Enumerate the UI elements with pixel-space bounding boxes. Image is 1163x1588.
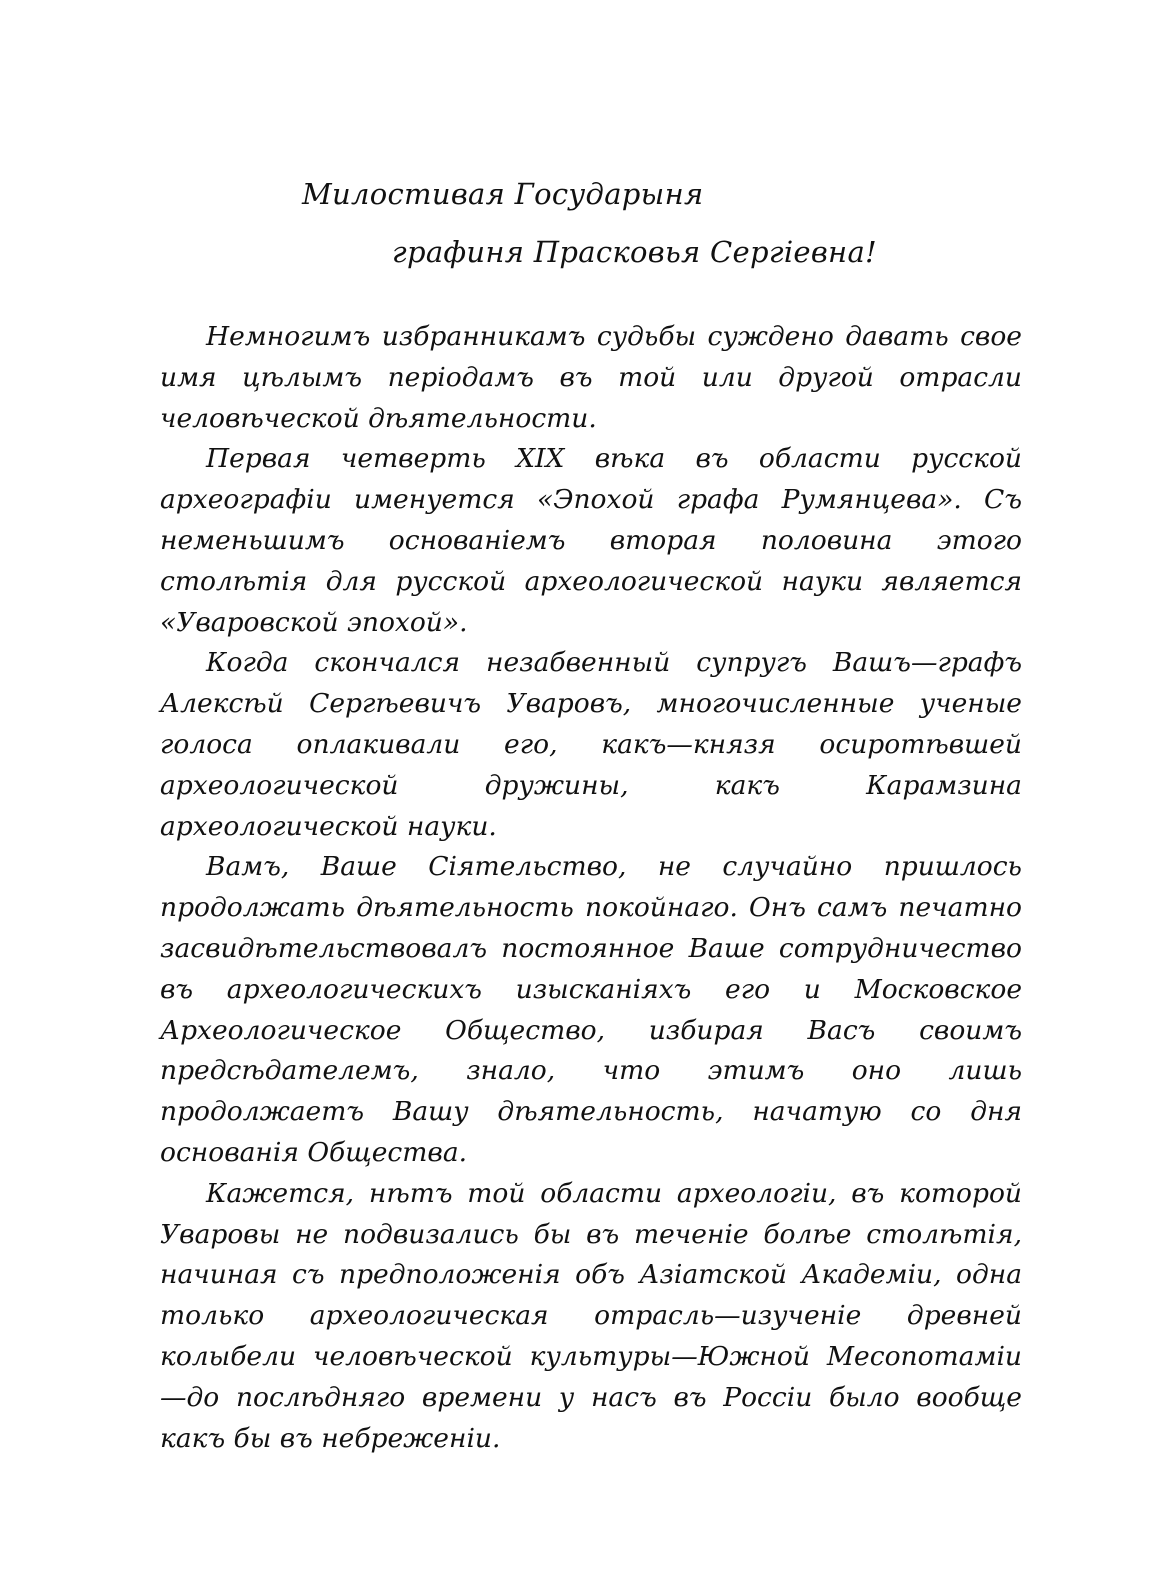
paragraph-1: Немногимъ избранникамъ судьбы суждено давать свое имя цѣлымъ періодамъ въ той или другой отрасли человѣческой дѣятельности.: [160, 321, 1022, 434]
salutation-line-2: графиня Прасковья Сергіевна!: [392, 235, 877, 269]
paragraph-5: Кажется, нѣтъ той области археологіи, въ которой Уваровы не подвизались бы въ теченіе болѣе столѣтія, начиная съ предположенія объ Азіатской Академіи, одна только археологическая отрасль—изученіе древней колыбели человѣческой культуры—Южной Месопотаміи—до послѣдняго времени у насъ въ Россіи было вообще какъ бы въ небреженіи.: [160, 1177, 1022, 1454]
paragraph-2: Первая четверть XIX вѣка въ области русской археографіи именуется «Эпохой графа Румянцева». Съ неменьшимъ основаніемъ вторая половина этого столѣтія для русской археологической науки является «Уваровской эпохой».: [160, 443, 1022, 638]
paragraph-3: Когда скончался незабвенный супругъ Вашъ—графъ Алексѣй Сергѣевичъ Уваровъ, многочисленные ученые голоса оплакивали его, какъ—князя осиротѣвшей археологической дружины, какъ Карамзина археологической науки.: [160, 647, 1022, 842]
salutation-line-1: Милостивая Государыня: [302, 177, 704, 211]
paragraph-4: Вамъ, Ваше Сіятельство, не случайно пришлось продолжать дѣятельность покойнаго. Онъ самъ печатно засвидѣтельствовалъ постоянное Ваше сотрудничество въ археологическихъ изысканіяхъ его и Московское Археологическое Общество, избирая Васъ своимъ предсѣдателемъ, знало, что этимъ оно лишь продолжаетъ Вашу дѣятельность, начатую со дня основанія Общества.: [160, 851, 1022, 1168]
letter-body: [160, 317, 1022, 1459]
